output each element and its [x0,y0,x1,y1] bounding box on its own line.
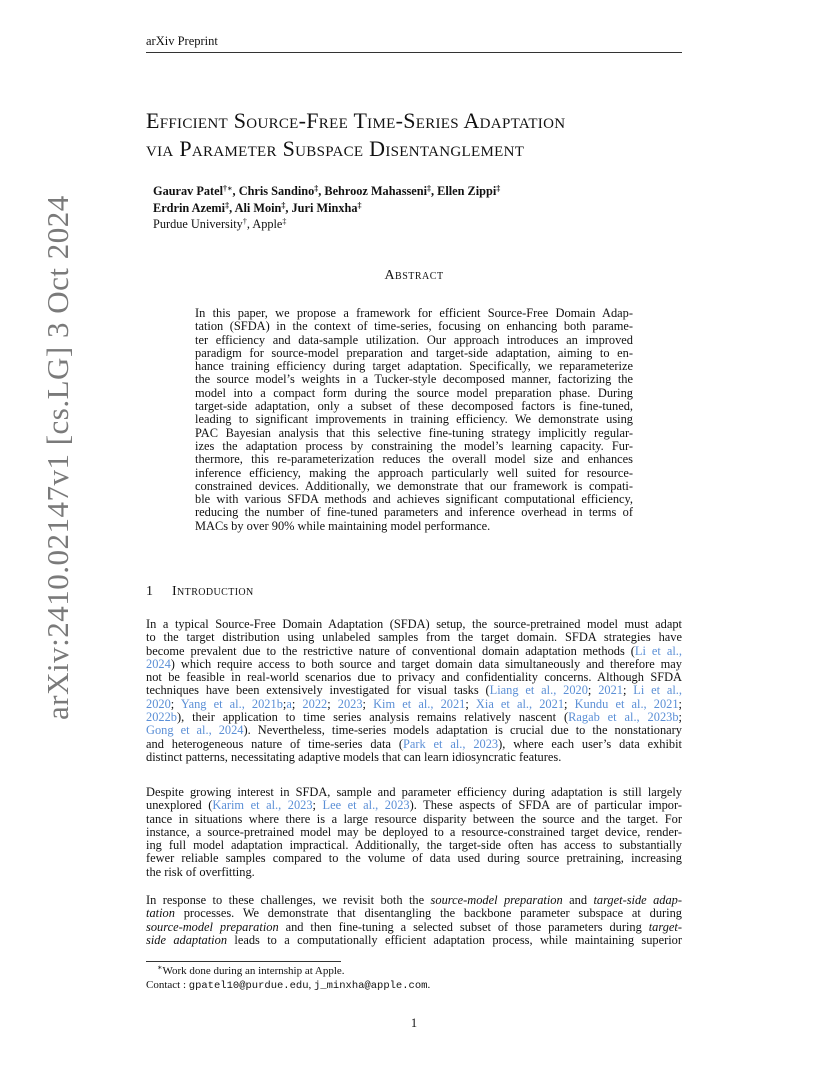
author-mark: ‡ [426,184,431,193]
emphasis-text: tation [146,906,175,921]
footnote-text: Work done during an internship at Apple. [162,965,345,977]
header-rule [146,52,682,53]
text-line [146,934,682,947]
contact-label: Contact : [146,979,189,991]
intro-paragraph-3 [146,894,682,947]
text-run: ; [678,710,682,725]
abstract-line: leading to significant improvements in training efficiency. We demonstrate using [195,412,633,427]
text-run: ; [465,696,476,711]
author-name: Ellen Zippi [437,184,497,198]
text-line: instance, a source-pretrained model may be deployed to a resource-constrained target device, render- [146,824,682,839]
citation-link[interactable]: Li et al., [634,643,682,658]
footnote-internship [146,964,430,978]
text-line: not be feasible in real-world scenarios due to privacy and confidentiality concerns. Although SFDA [146,670,682,685]
text-run: ) which require access to both source and target domain data simultaneously and therefore may [170,656,682,671]
text-line: distinct patterns, necessitating adaptive models that can learn idiosyncratic features. [146,749,562,764]
abstract-line: tation (SFDA) in the context of time-series, focusing on enhancing both parame- [195,319,633,334]
emphasis-text: target- [648,919,682,934]
emphasis-text: source-model preparation [430,893,563,907]
abstract-line: In this paper, we propose a framework for efficient Source-Free Domain Adap- [195,306,633,320]
text-line [146,921,682,934]
authors-line-2: Erdrin Azemi‡, Ali Moin‡, Juri Minxha‡ [153,200,362,215]
text-run: ), where each user’s data exhibit [498,736,682,751]
text-line [146,684,682,697]
affiliations-line: Purdue University†, Apple‡ [153,217,287,231]
abstract-line: ble with various SFDA methods and achieves significant computational efficiency, [195,492,633,507]
citation-link[interactable]: 2020 [146,696,171,711]
intro-paragraph-2 [146,786,682,879]
text-run: ), their application to time series analysis remains relatively nascent ( [176,710,569,725]
author-mark: ‡ [357,200,362,210]
text-line [146,658,682,671]
citation-link[interactable]: a [286,696,292,711]
text-line [146,799,682,812]
text-run: leads to a computationally efficient adaptation process, while maintaining superior [227,932,683,947]
text-line: In a typical Source-Free Domain Adaptation (SFDA) setup, the source-pretrained model must adapt [146,617,682,631]
citation-link[interactable]: 2021 [598,683,623,698]
abstract-line: PAC Bayesian analysis that this selective fine-tuning strategy implicitly regular- [195,425,633,440]
emphasis-text: side adaptation [146,932,228,947]
email-link[interactable]: gpatel10@purdue.edu [188,980,309,992]
text-line [146,894,682,907]
text-run: ; [327,696,338,711]
text-run: ; [622,683,634,698]
abstract-line: paradigm for source-model preparation and target-side adaptation, aiming to en- [195,345,633,360]
footnotes [146,964,430,993]
author-name: Ali Moin [234,200,282,215]
text-line: Despite growing interest in SFDA, sample and parameter efficiency during adaptation is still largely [146,785,682,799]
citation-link[interactable]: Ragab et al., 2023b [568,710,679,725]
text-line [146,724,682,737]
text-run: ; [678,696,682,711]
text-run: ). These aspects of SFDA are of particular impor- [409,798,682,813]
abstract-line: the source model’s weights in a Tucker-style decomposed manner, factorizing the [195,372,633,387]
affiliation-mark: † [242,217,247,226]
text-run: ). Nevertheless, time-series models adaptation is crucial due to the nonstationary [243,723,682,738]
running-header: arXiv Preprint [146,34,218,48]
abstract-body [195,307,633,533]
author-mark: †∗ [223,184,233,193]
citation-link[interactable]: 2022b [146,710,177,725]
abstract-line: ter efficiency and data-sample utilization. Our approach introduces an improved [195,332,633,347]
author-mark: ‡ [496,184,501,193]
citation-link[interactable]: 2023 [337,696,363,711]
text-run: ; [291,696,303,711]
text-line: the risk of overfitting. [146,864,255,879]
text-run: techniques have been extensively investigated for visual tasks ( [146,683,490,698]
intro-paragraph-1 [146,618,682,764]
abstract-line: constrained devices. Additionally, we demonstrate that our framework is compati- [195,478,633,493]
author-block [153,183,500,233]
emphasis-text: source-model preparation [146,919,279,934]
footnote-contact [146,978,430,993]
text-run: and heterogeneous nature of time-series data ( [146,736,403,751]
text-line [146,907,682,920]
author-mark: ‡ [314,184,319,193]
author-name: Chris Sandino [238,184,315,198]
citation-link[interactable]: Liang et al., 2020 [489,683,588,698]
text-run: and then fine-tuning a selected subset of those parameters during [278,919,649,934]
section-title: Introduction [172,584,254,599]
text-line [146,698,682,711]
author-mark: ‡ [225,200,230,210]
text-line [146,645,682,658]
abstract-line: hance training efficiency during target adaptation. Specifically, we reparameterize [195,359,633,374]
footnote-rule [146,961,341,962]
abstract-line: reducing the number of fine-tuned parameters and inference overhead in terms of [195,505,633,520]
page-number: 1 [410,1016,418,1030]
citation-link[interactable]: 2022 [302,696,328,711]
citation-link[interactable]: Lee et al., 2023 [322,798,410,813]
citation-link[interactable]: 2024 [146,656,171,671]
author-name: Behrooz Mahasseni [324,184,427,198]
abstract-line: target-side adaptation, only a subset of these decomposed factors is fine-tuned, [195,399,633,414]
author-mark: ‡ [281,200,286,210]
abstract-line: izes the adaptation process by constraining the model’s learning capacity. Fur- [195,438,633,453]
text-run: . [427,979,431,991]
text-line: fewer reliable samples compared to the volume of data used during source pretraining, increasing [146,851,682,866]
text-run: In response to these challenges, we revisit both the [146,893,431,907]
abstract-heading: Abstract [384,268,444,283]
citation-link[interactable]: Karim et al., 2023 [212,798,313,813]
abstract-line: MACs by over 90% while maintaining model performance. [195,518,491,533]
email-link[interactable]: j_minxha@apple.com [314,980,428,992]
abstract-line: thermore, this re-parameterization reduces the overall model size and enhances [195,452,633,467]
text-line [146,711,682,724]
paper-title [146,107,706,163]
author-name: Gaurav Patel [153,184,224,198]
arxiv-side-identifier: arXiv:2410.02147v1 [cs.LG] 3 Oct 2024 [40,195,75,720]
text-run: ; [587,683,599,698]
citation-link[interactable]: Kundu et al., 2021 [574,696,679,711]
text-line: tance in situations where there is a large resource disparity between the source and the target. For [146,811,682,826]
text-run: ; [564,696,575,711]
text-run: ; [282,696,287,711]
text-run: unexplored ( [146,798,213,813]
text-run: become prevalent due to the restrictive nature of conventional domain adaptation methods ( [146,643,635,658]
abstract-line: inference efficiency, making the approach particularly well suited for resource- [195,465,633,480]
text-run: processes. We demonstrate that disentangling the backbone parameter subspace at during [174,906,682,921]
text-run: ; [170,696,181,711]
text-run: ; [312,798,323,813]
affiliation-mark: ‡ [282,217,287,226]
citation-link[interactable]: Park et al., 2023 [402,736,499,751]
author-name: Erdrin Azemi [153,200,226,215]
footnote-mark: ∗ [157,963,163,972]
author-name: Juri Minxha [291,200,358,215]
section-heading-introduction [146,584,254,600]
text-run: , [308,979,315,991]
section-number: 1 [146,584,154,599]
emphasis-text: target-side adap- [593,893,682,907]
title-line-2: via Parameter Subspace Disentanglement [146,136,525,161]
affiliation: Apple [252,217,283,231]
affiliation: Purdue University [153,217,243,231]
title-line-1: Efficient Source-Free Time-Series Adaptation [146,108,566,133]
citation-link[interactable]: Kim et al., 2021 [373,696,466,711]
citation-link[interactable]: Gong et al., 2024 [146,723,244,738]
citation-link[interactable]: Li et al., [633,683,682,698]
authors-line-1: Gaurav Patel†∗, Chris Sandino‡, Behrooz Mahasseni‡, Ellen Zippi‡ [153,184,501,198]
citation-link[interactable]: Yang et al., 2021b [180,696,283,711]
abstract-line: model into a compact form during the source model preparation phase. During [195,385,633,400]
text-run: ; [362,696,374,711]
text-line: ing full model adaptation impractical. Additionally, the target-side often has access to substantially [146,838,682,853]
text-run: and [562,893,594,907]
citation-link[interactable]: Xia et al., 2021 [475,696,565,711]
text-line [146,738,682,751]
text-line: to the target distribution using unlabeled samples from the target domain. SFDA strategies have [146,630,682,645]
